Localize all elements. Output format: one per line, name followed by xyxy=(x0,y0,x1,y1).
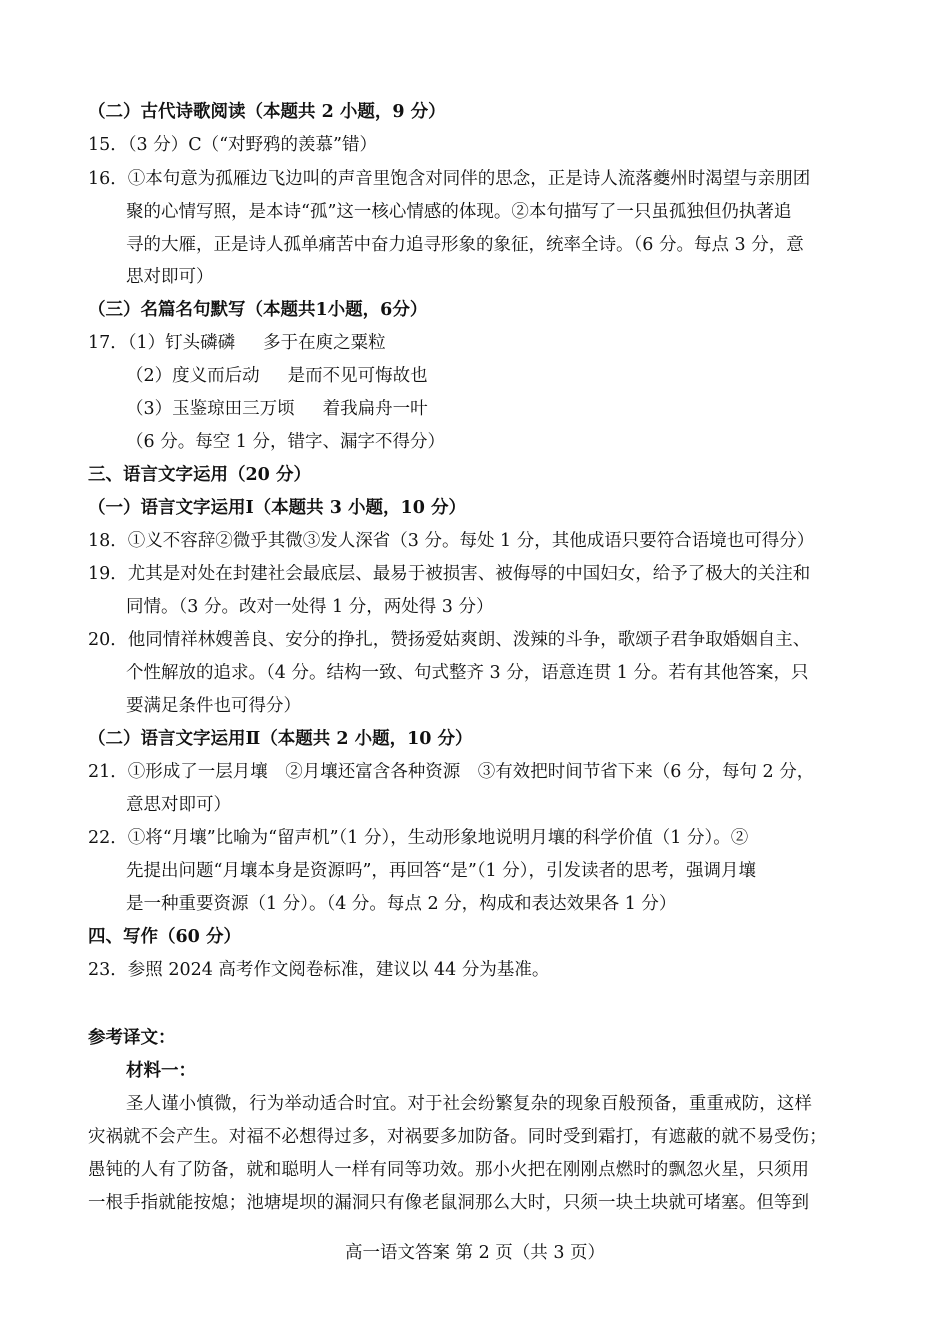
q17-item-2-blank-a: 度义而后动 xyxy=(172,366,260,386)
translation-line-3: 愚钝的人有了防备，就和聪明人一样有同等功效。那小火把在刚刚点燃时的飘忽火星，只须用 xyxy=(88,1160,810,1180)
answer-q20-line-3: 要满足条件也可得分） xyxy=(126,696,301,716)
answer-q19-line-1: 19．尤其是对处在封建社会最底层、最易于被损害、被侮辱的中国妇女，给予了极大的关注和 xyxy=(88,564,811,584)
answer-q16-line-1: 16．①本句意为孤雁边飞边叫的声音里饱含对同伴的思念，正是诗人流落夔州时渴望与亲朋团 xyxy=(88,169,811,189)
answer-q21-line-2: 意思对即可） xyxy=(126,795,231,815)
q17-number: 17． xyxy=(88,333,128,353)
answer-q17-line-3 xyxy=(126,398,428,420)
q17-item-2-number: （2） xyxy=(126,366,173,386)
answer-q16-line-3: 寻的大雁，正是诗人孤单痛苦中奋力追寻形象的象征，统率全诗。（6 分。每点 3 分，意 xyxy=(126,235,804,255)
section-heading-famous-lines: （三）名篇名句默写（本题共1小题，6分） xyxy=(88,300,428,320)
answer-q22-line-1: 22．①将“月壤”比喻为“留声机”（1 分），生动形象地说明月壤的科学价值（1 分）。② xyxy=(88,828,749,848)
answer-q20-line-2: 个性解放的追求。（4 分。结构一致、句式整齐 3 分，语意连贯 1 分。若有其他答案，只 xyxy=(126,663,809,683)
answer-q19-line-2: 同情。（3 分。改对一处得 1 分，两处得 3 分） xyxy=(126,597,494,617)
answer-q17-note: （6 分。每空 1 分，错字、漏字不得分） xyxy=(126,432,445,452)
answer-q17-line-1 xyxy=(88,332,386,354)
answer-q20-line-1: 20．他同情祥林嫂善良、安分的挣扎，赞扬爱姑爽朗、泼辣的斗争，歌颂子君争取婚姻自主、 xyxy=(88,630,811,650)
answer-q21-line-1: 21．①形成了一层月壤 ②月壤还富含各种资源 ③有效把时间节省下来（6 分，每句 2 分， xyxy=(88,762,815,782)
answer-q18: 18．①义不容辞②微乎其微③发人深省（3 分。每处 1 分，其他成语只要符合语境也可得分） xyxy=(88,531,815,551)
q17-item-3-blank-b: 着我扁舟一叶 xyxy=(322,399,428,419)
q17-item-2-blank-b: 是而不见可悔故也 xyxy=(287,366,428,386)
answer-q17-line-2 xyxy=(126,365,428,387)
page-footer: 高一语文答案 第 2 页（共 3 页） xyxy=(344,1243,606,1263)
translation-heading: 参考译文： xyxy=(88,1028,176,1048)
q17-item-1-number: （1） xyxy=(127,333,166,353)
answer-q16-line-4: 思对即可） xyxy=(126,267,214,287)
translation-material-1-label: 材料一： xyxy=(126,1061,196,1081)
q17-item-3-blank-a: 玉鉴琼田三万顷 xyxy=(172,399,295,419)
translation-line-1: 圣人谨小慎微，行为举动适合时宜。对于社会纷繁复杂的现象百般预备，重重戒防，这样 xyxy=(126,1094,813,1114)
q17-item-1-blank-a: 钉头磷磷 xyxy=(165,333,236,353)
translation-line-2: 灾祸就不会产生。对福不必想得过多，对祸要多加防备。同时受到霜打，有遮蔽的就不易受伤； xyxy=(88,1127,827,1147)
translation-line-4: 一根手指就能按熄；池塘堤坝的漏洞只有像老鼠洞那么大时，只须一块土块就可堵塞。但等到 xyxy=(88,1193,810,1213)
answer-q23: 23．参照 2024 高考作文阅卷标准，建议以 44 分为基准。 xyxy=(88,960,550,980)
section-heading-language-1: （一）语言文字运用Ⅰ（本题共 3 小题，10 分） xyxy=(88,498,466,518)
section-heading-poetry: （二）古代诗歌阅读（本题共 2 小题，9 分） xyxy=(88,102,446,122)
answer-q16-line-2: 聚的心情写照，是本诗“孤”这一核心情感的体现。②本句描写了一只虽孤独但仍执著追 xyxy=(126,202,792,222)
answer-q22-line-3: 是一种重要资源（1 分）。（4 分。每点 2 分，构成和表达效果各 1 分） xyxy=(126,894,677,914)
section-heading-language-2: （二）语言文字运用Ⅱ（本题共 2 小题，10 分） xyxy=(88,729,473,749)
answer-q15: 15．（3 分）C（“对野鸦的羡慕”错） xyxy=(88,135,377,155)
part-heading-writing: 四、写作（60 分） xyxy=(88,927,241,947)
part-heading-language-use: 三、语言文字运用（20 分） xyxy=(88,465,311,485)
q17-item-3-number: （3） xyxy=(126,399,173,419)
answer-q22-line-2: 先提出问题“月壤本身是资源吗”，再回答“是”（1 分），引发读者的思考，强调月壤 xyxy=(126,861,756,881)
q17-item-1-blank-b: 多于在庾之粟粒 xyxy=(263,333,386,353)
